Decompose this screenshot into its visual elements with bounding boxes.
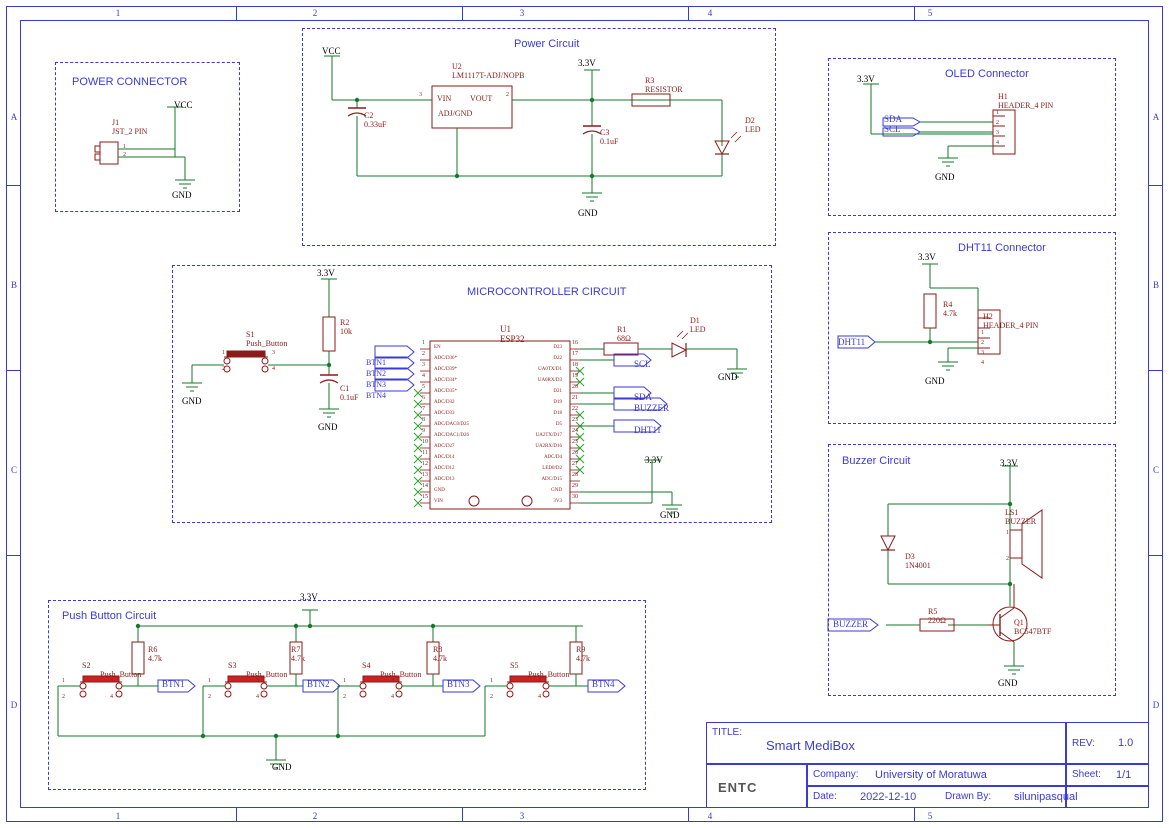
esp32-left-pin-number: 14 bbox=[422, 483, 428, 489]
u2-pinnum-in: 3 bbox=[419, 92, 422, 98]
zone-label-col: 5 bbox=[927, 8, 933, 18]
s2-pin2: 2 bbox=[62, 694, 65, 700]
h2-ref: H2 bbox=[983, 312, 993, 321]
frame-tick bbox=[6, 185, 20, 186]
esp32-left-pin-number: 7 bbox=[422, 406, 425, 412]
s4-value: Push_Button bbox=[380, 670, 422, 679]
power-connector-title: POWER CONNECTOR bbox=[72, 76, 188, 88]
power-connector-graphics bbox=[55, 62, 245, 217]
frame-tick bbox=[6, 555, 20, 556]
s2-pin3: 3 bbox=[110, 678, 113, 684]
esp32-left-pin-name: ADC/DAC1/D26 bbox=[434, 433, 470, 438]
drawn-label: Drawn By: bbox=[945, 791, 992, 802]
date-label: Date: bbox=[813, 791, 837, 802]
d1-ref: D1 bbox=[690, 316, 700, 325]
u2-ref: U2 bbox=[452, 62, 462, 71]
frame-tick bbox=[236, 6, 237, 20]
esp32-right-pin-number: 19 bbox=[572, 373, 578, 379]
gnd-label: GND bbox=[935, 172, 955, 182]
esp32-right-pin-number: 29 bbox=[572, 483, 578, 489]
s1-pin3: 3 bbox=[272, 350, 275, 356]
s3-value: Push_Button bbox=[246, 670, 288, 679]
j1-value: JST_2 PIN bbox=[112, 127, 148, 136]
d3-value: 1N4001 bbox=[905, 561, 931, 570]
c1-value: 0.1uF bbox=[340, 393, 359, 402]
zone-label-row: B bbox=[1152, 280, 1159, 290]
c3-value: 0.1uF bbox=[600, 137, 619, 146]
esp32-right-pin-number: 25 bbox=[572, 439, 578, 445]
h1-value: HEADER_4 PIN bbox=[998, 101, 1054, 110]
s2-pin4: 4 bbox=[110, 694, 113, 700]
esp32-right-pin-number: 30 bbox=[572, 494, 578, 500]
power-circuit-title: Power Circuit bbox=[514, 38, 580, 50]
h2-pin2: 2 bbox=[981, 340, 984, 346]
gnd-label: GND bbox=[578, 208, 598, 218]
v33-label: 3.3V bbox=[857, 74, 875, 84]
esp32-left-pin-name: ADC/D33 bbox=[434, 411, 455, 416]
zone-label-col: 2 bbox=[312, 8, 318, 18]
s2-pin1: 1 bbox=[62, 678, 65, 684]
s1-ref: S1 bbox=[246, 330, 255, 339]
net-btn3: BTN3 bbox=[366, 380, 386, 389]
net-btn2: BTN2 bbox=[366, 369, 386, 378]
esp32-right-pin-number: 26 bbox=[572, 450, 578, 456]
title-block-empty-cell bbox=[1066, 786, 1149, 808]
esp32-right-pin-number: 17 bbox=[572, 351, 578, 357]
frame-tick bbox=[462, 6, 463, 20]
esp32-left-pin-name: ADC/D34* bbox=[434, 378, 458, 383]
esp32-right-pin-number: 16 bbox=[572, 340, 578, 346]
esp32-left-pin-number: 8 bbox=[422, 417, 425, 423]
gnd-label: GND bbox=[718, 372, 738, 382]
r7-value: 4.7k bbox=[291, 654, 305, 663]
net-buzzer: BUZZER bbox=[833, 619, 868, 629]
company-value: University of Moratuwa bbox=[875, 769, 987, 781]
u2-pin-vin: VIN bbox=[437, 94, 452, 103]
s3-pin2: 2 bbox=[208, 694, 211, 700]
esp32-right-pin-name: D18 bbox=[553, 411, 562, 416]
microcontroller-graphics bbox=[172, 265, 776, 527]
h1-pin4: 4 bbox=[996, 140, 999, 146]
zone-label-col: 4 bbox=[707, 811, 713, 821]
oled-connector-title: OLED Connector bbox=[945, 68, 1029, 80]
s5-pin2: 2 bbox=[490, 694, 493, 700]
esp32-right-pin-name: D22 bbox=[553, 356, 562, 361]
v33-label: 3.3V bbox=[918, 252, 936, 262]
r4-ref: R4 bbox=[943, 300, 953, 309]
esp32-left-pin-name: VIN bbox=[434, 499, 443, 504]
esp32-left-pin-name: ADC/D12 bbox=[434, 466, 455, 471]
d1-value: LED bbox=[690, 325, 706, 334]
esp32-left-pin-name: ADC/DAC0/D25 bbox=[434, 422, 470, 427]
s3-pin4: 4 bbox=[256, 694, 259, 700]
d3-ref: D3 bbox=[905, 552, 915, 561]
esp32-right-pin-name: UA0RX/D3 bbox=[537, 378, 562, 383]
r1-ref: R1 bbox=[617, 325, 627, 334]
esp32-left-pin-number: 2 bbox=[422, 351, 425, 357]
net-btn2: BTN2 bbox=[307, 679, 330, 689]
entc-logo: ENTC bbox=[718, 780, 758, 795]
buzzer-graphics bbox=[828, 444, 1120, 700]
s1-pin4: 4 bbox=[272, 366, 275, 372]
date-value: 2022-12-10 bbox=[860, 791, 917, 803]
u2-pinnum-out: 2 bbox=[506, 92, 509, 98]
s3-ref: S3 bbox=[228, 661, 237, 670]
net-dht11: DHT11 bbox=[634, 425, 662, 435]
frame-tick bbox=[1149, 185, 1163, 186]
q1-ref: Q1 bbox=[1014, 618, 1024, 627]
net-scl: SCL bbox=[884, 124, 901, 134]
ls1-value: BUZZER bbox=[1005, 517, 1037, 526]
esp32-right-pin-number: 23 bbox=[572, 417, 578, 423]
esp32-right-pin-number: 18 bbox=[572, 362, 578, 368]
vcc-label: VCC bbox=[322, 46, 341, 56]
s3-pin1: 1 bbox=[208, 678, 211, 684]
d2-value: LED bbox=[745, 125, 761, 134]
esp32-left-pin-number: 10 bbox=[422, 439, 428, 445]
h2-pin1: 1 bbox=[981, 330, 984, 336]
u2-pin-adj: ADJ/GND bbox=[438, 109, 473, 118]
esp32-right-pin-name: D23 bbox=[553, 345, 562, 350]
esp32-right-pin-number: 24 bbox=[572, 428, 578, 434]
esp32-left-pin-number: 15 bbox=[422, 494, 428, 500]
esp32-right-pin-name: D5 bbox=[555, 422, 562, 427]
net-btn1: BTN1 bbox=[162, 679, 185, 689]
gnd-label: GND bbox=[998, 678, 1018, 688]
frame-tick bbox=[1149, 370, 1163, 371]
r3-ref: R3 bbox=[645, 76, 655, 85]
s1-pin1: 1 bbox=[222, 350, 225, 356]
net-btn1: BTN1 bbox=[366, 358, 386, 367]
esp32-right-pin-name: ADC/D15 bbox=[541, 477, 562, 482]
h1-pin1: 1 bbox=[996, 110, 999, 116]
esp32-right-pin-name: GND bbox=[551, 488, 562, 493]
esp32-left-pin-number: 5 bbox=[422, 384, 425, 390]
frame-tick bbox=[914, 808, 915, 822]
frame-tick bbox=[462, 808, 463, 822]
h2-pin3: 3 bbox=[981, 350, 984, 356]
u2-pin-vout: VOUT bbox=[470, 94, 493, 103]
gnd-label: GND bbox=[172, 190, 192, 200]
s5-pin3: 3 bbox=[538, 678, 541, 684]
microcontroller-title: MICROCONTROLLER CIRCUIT bbox=[467, 286, 627, 298]
zone-label-col: 3 bbox=[519, 8, 525, 18]
ls1-pin1: 1 bbox=[1006, 530, 1009, 536]
r3-value: RESISTOR bbox=[645, 85, 683, 94]
title-label: TITLE: bbox=[712, 727, 743, 738]
esp32-right-pin-name: 3V3 bbox=[553, 499, 562, 504]
esp32-right-pin-number: 28 bbox=[572, 472, 578, 478]
net-sda: SDA bbox=[634, 392, 653, 402]
r8-value: 4.7k bbox=[433, 654, 447, 663]
zone-label-row: C bbox=[1152, 465, 1159, 475]
s4-pin4: 4 bbox=[391, 694, 394, 700]
h1-pin3: 3 bbox=[996, 130, 999, 136]
s3-pin3: 3 bbox=[256, 678, 259, 684]
net-btn4: BTN4 bbox=[592, 679, 615, 689]
r6-value: 4.7k bbox=[148, 654, 162, 663]
esp32-right-pin-name: UA2TX/D17 bbox=[535, 433, 562, 438]
net-buzzer: BUZZER bbox=[634, 403, 669, 413]
esp32-left-pin-name: EN bbox=[434, 345, 441, 350]
esp32-left-pin-number: 1 bbox=[422, 340, 425, 346]
net-btn3: BTN3 bbox=[447, 679, 470, 689]
v33-label: 3.3V bbox=[645, 455, 663, 465]
s2-value: Push_Button bbox=[100, 670, 142, 679]
gnd-label: GND bbox=[660, 510, 680, 520]
s5-value: Push_Button bbox=[528, 670, 570, 679]
esp32-right-pin-name: D19 bbox=[553, 400, 562, 405]
gnd-label: GND bbox=[318, 422, 338, 432]
r7-ref: R7 bbox=[291, 645, 301, 654]
v33-label: 3.3V bbox=[300, 592, 318, 602]
net-scl: SCL bbox=[634, 359, 651, 369]
j1-ref: J1 bbox=[112, 118, 120, 127]
esp32-left-pin-name: ADC/D36* bbox=[434, 356, 458, 361]
rev-value: 1.0 bbox=[1118, 737, 1134, 749]
h2-value: HEADER_4 PIN bbox=[983, 321, 1039, 330]
h2-pin4: 4 bbox=[981, 360, 984, 366]
zone-label-col: 4 bbox=[707, 8, 713, 18]
frame-tick bbox=[688, 6, 689, 20]
r5-ref: R5 bbox=[928, 607, 938, 616]
d2-ref: D2 bbox=[745, 116, 755, 125]
r5-value: 220Ω bbox=[928, 616, 946, 625]
c3-ref: C3 bbox=[600, 128, 610, 137]
esp32-left-pin-name: ADC/D39* bbox=[434, 367, 458, 372]
h1-pin2: 2 bbox=[996, 120, 999, 126]
zone-label-col: 5 bbox=[927, 811, 933, 821]
s5-pin1: 1 bbox=[490, 678, 493, 684]
esp32-right-pin-name: D21 bbox=[553, 389, 562, 394]
frame-tick bbox=[6, 370, 20, 371]
r6-ref: R6 bbox=[148, 645, 158, 654]
r4-value: 4.7k bbox=[943, 309, 957, 318]
s1-value: Push_Button bbox=[246, 339, 288, 348]
v33-label: 3.3V bbox=[578, 58, 596, 68]
zone-label-col: 1 bbox=[115, 8, 121, 18]
esp32-right-pin-name: UA0TX/D1 bbox=[538, 367, 562, 372]
r8-ref: R8 bbox=[433, 645, 443, 654]
frame-tick bbox=[914, 6, 915, 20]
esp32-right-pin-number: 21 bbox=[572, 395, 578, 401]
r9-ref: R9 bbox=[576, 645, 586, 654]
push-button-title: Push Button Circuit bbox=[62, 610, 157, 622]
frame-tick bbox=[688, 808, 689, 822]
esp32-left-pin-number: 3 bbox=[422, 362, 425, 368]
title-value: Smart MediBox bbox=[766, 738, 855, 753]
vcc-label: VCC bbox=[174, 100, 193, 110]
s4-pin2: 2 bbox=[343, 694, 346, 700]
v33-label: 3.3V bbox=[317, 268, 335, 278]
esp32-left-pin-name: ADC/D35* bbox=[434, 389, 458, 394]
v33-label: 3.3V bbox=[1000, 458, 1018, 468]
esp32-left-pin-number: 4 bbox=[422, 373, 425, 379]
company-label: Company: bbox=[813, 769, 859, 780]
gnd-label: GND bbox=[182, 396, 202, 406]
esp32-right-pin-name: UA2RX/D16 bbox=[535, 444, 562, 449]
r1-value: 68Ω bbox=[617, 334, 631, 343]
u1-ref: U1 bbox=[500, 324, 511, 334]
esp32-left-pin-number: 9 bbox=[422, 428, 425, 434]
esp32-left-pin-number: 11 bbox=[422, 450, 428, 456]
buzzer-title: Buzzer Circuit bbox=[842, 455, 911, 467]
h1-ref: H1 bbox=[998, 92, 1008, 101]
push-button-graphics bbox=[48, 600, 650, 794]
s4-pin3: 3 bbox=[391, 678, 394, 684]
esp32-left-pin-number: 13 bbox=[422, 472, 428, 478]
dht11-graphics bbox=[828, 232, 1120, 428]
rev-label: REV: bbox=[1072, 738, 1095, 749]
r9-value: 4.7k bbox=[576, 654, 590, 663]
ls1-pin2: 2 bbox=[1006, 556, 1009, 562]
j1-pin1: 1 bbox=[123, 144, 126, 150]
esp32-right-pin-number: 22 bbox=[572, 406, 578, 412]
zone-label-row: D bbox=[1152, 700, 1160, 710]
s5-ref: S5 bbox=[510, 661, 519, 670]
gnd-label: GND bbox=[272, 762, 292, 772]
ls1-ref: LS1 bbox=[1005, 508, 1019, 517]
frame-tick bbox=[1149, 555, 1163, 556]
u2-value: LM1117T-ADJ/NOPB bbox=[452, 71, 525, 80]
q1-value: BC547BTF bbox=[1014, 627, 1052, 636]
esp32-right-pin-number: 27 bbox=[572, 461, 578, 467]
esp32-left-pin-name: ADC/D13 bbox=[434, 477, 455, 482]
j1-pin2: 2 bbox=[123, 152, 126, 158]
sheet-value: 1/1 bbox=[1116, 769, 1132, 781]
zone-label-row: A bbox=[1152, 112, 1160, 122]
esp32-left-pin-name: GND bbox=[434, 488, 445, 493]
esp32-left-pin-name: ADC/D32 bbox=[434, 400, 455, 405]
s5-pin4: 4 bbox=[538, 694, 541, 700]
net-btn4: BTN4 bbox=[366, 391, 386, 400]
s4-ref: S4 bbox=[362, 661, 371, 670]
dht11-connector-title: DHT11 Connector bbox=[958, 242, 1046, 254]
zone-label-col: 3 bbox=[519, 811, 525, 821]
frame-tick bbox=[236, 808, 237, 822]
esp32-left-pin-name: ADC/D14 bbox=[434, 455, 455, 460]
c2-ref: C2 bbox=[364, 111, 374, 120]
u1-value: ESP32 bbox=[500, 334, 525, 344]
zone-label-col: 1 bbox=[115, 811, 121, 821]
s2-ref: S2 bbox=[82, 661, 91, 670]
c1-ref: C1 bbox=[340, 384, 350, 393]
r2-value: 10k bbox=[340, 327, 352, 336]
title-block-title-cell bbox=[706, 722, 1066, 764]
s1-pin2: 2 bbox=[222, 366, 225, 372]
esp32-left-pin-number: 12 bbox=[422, 461, 428, 467]
esp32-left-pin-name: ADC/D27 bbox=[434, 444, 455, 449]
esp32-right-pin-name: LED0/D2 bbox=[542, 466, 562, 471]
zone-label-col: 2 bbox=[312, 811, 318, 821]
c2-value: 0.33uF bbox=[364, 120, 387, 129]
gnd-label: GND bbox=[925, 376, 945, 386]
zone-label-row: A bbox=[10, 112, 18, 122]
esp32-left-pin-number: 6 bbox=[422, 395, 425, 401]
esp32-right-pin-number: 20 bbox=[572, 384, 578, 390]
net-sda: SDA bbox=[884, 114, 903, 124]
power-circuit-graphics bbox=[302, 28, 780, 250]
net-dht11: DHT11 bbox=[838, 337, 866, 347]
zone-label-row: D bbox=[10, 700, 18, 710]
zone-label-row: B bbox=[10, 280, 17, 290]
zone-label-row: C bbox=[10, 465, 17, 475]
esp32-right-pin-name: ADC/D4 bbox=[543, 455, 562, 460]
r2-ref: R2 bbox=[340, 318, 350, 327]
drawn-value: silunipasqual bbox=[1014, 791, 1078, 803]
s4-pin1: 1 bbox=[343, 678, 346, 684]
sheet-label: Sheet: bbox=[1072, 769, 1101, 780]
